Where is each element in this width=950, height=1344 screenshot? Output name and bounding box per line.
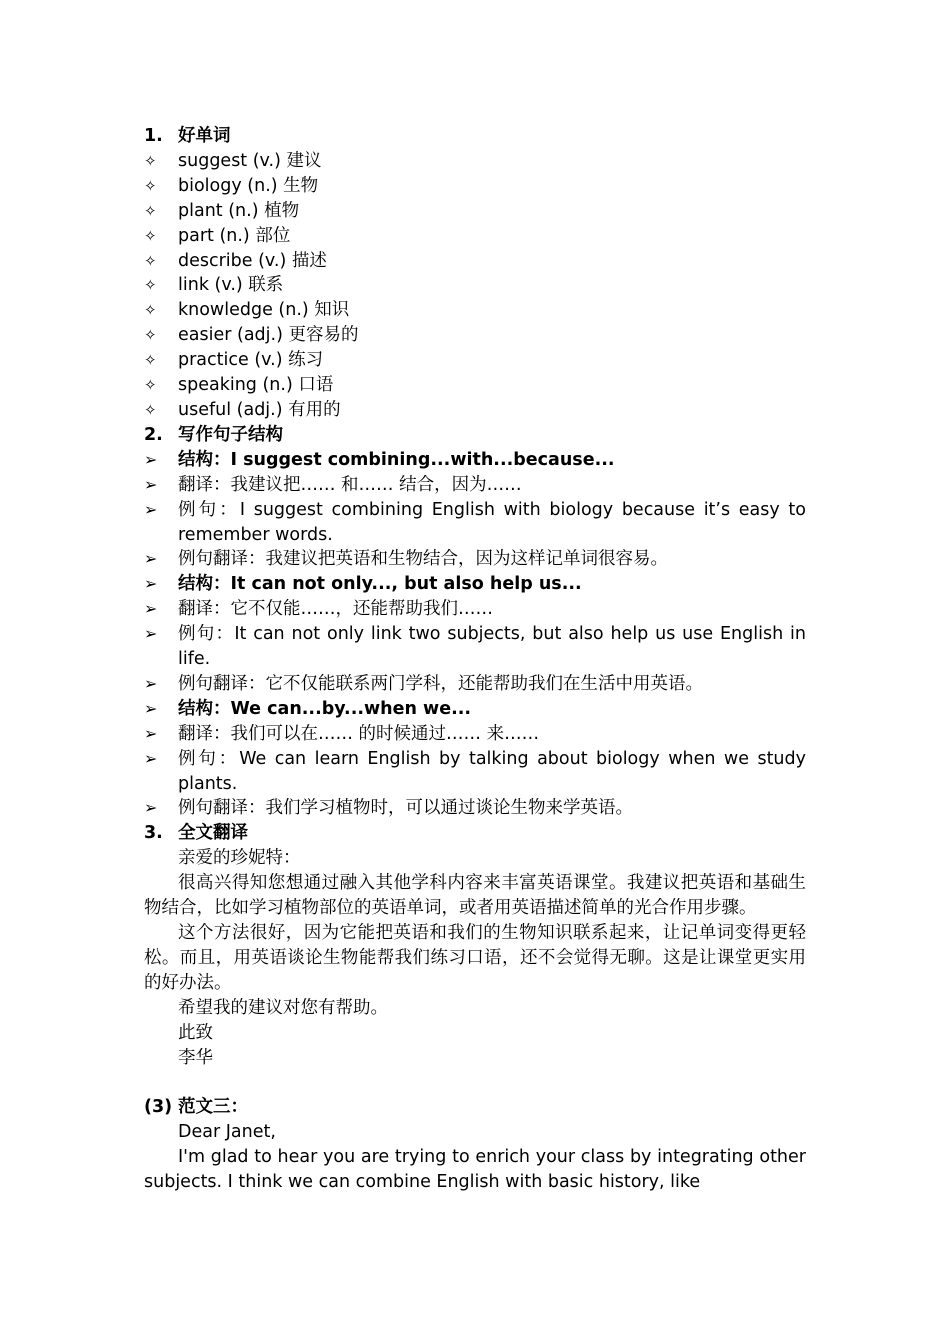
arrow-bullet-icon: ➢ [144, 574, 158, 594]
example-text: 例句：I suggest combining English with biology because it’s easy to remember words. [178, 499, 806, 545]
arrow-bullet-icon: ➢ [144, 599, 158, 619]
star-bullet-icon: ✧ [144, 400, 157, 419]
star-bullet-icon: ✧ [144, 151, 157, 170]
translation-line [144, 722, 806, 747]
translation-line [144, 473, 806, 498]
word-entry: part (n.) 部位 [178, 225, 291, 246]
arrow-bullet-icon: ➢ [144, 624, 158, 644]
word-entry: biology (n.) 生物 [178, 175, 319, 196]
arrow-bullet-icon: ➢ [144, 673, 158, 693]
word-entry: easier (adj.) 更容易的 [178, 325, 359, 346]
star-bullet-icon: ✧ [144, 176, 157, 195]
arrow-bullet-icon: ➢ [144, 698, 158, 718]
section-3-number: 3. [144, 823, 163, 844]
document-content [144, 124, 806, 1195]
structure-group [144, 697, 806, 822]
example-translation-text: 例句翻译：它不仅能联系两门学科，还能帮助我们在生活中用英语。 [178, 673, 703, 694]
example-translation-line [144, 796, 806, 821]
arrow-bullet-icon: ➢ [144, 449, 158, 469]
star-bullet-icon: ✧ [144, 201, 157, 220]
structure-text: 结构：We can...by...when we... [178, 698, 472, 719]
section-3-heading [144, 821, 806, 846]
structure-group [144, 448, 806, 573]
word-entry: knowledge (n.) 知识 [178, 300, 350, 321]
example-text: 例句：It can not only link two subjects, but also help us use English in life. [178, 624, 806, 670]
word-item [144, 373, 806, 398]
letter-paragraph-cn: 这个方法很好，因为它能把英语和我们的生物知识联系起来，让记单词变得更轻松。而且，用英语谈论生物能帮我们练习口语，还不会觉得无聊。这是让课堂更实用的好办法。 [144, 923, 806, 993]
section-1-title: 好单词 [178, 126, 231, 146]
word-entry: plant (n.) 植物 [178, 200, 300, 221]
word-entry: useful (adj.) 有用的 [178, 399, 341, 420]
example-line [144, 747, 806, 797]
structure-group [144, 572, 806, 697]
word-item [144, 199, 806, 224]
translation-text: 翻译：我们可以在…… 的时候通过…… 来…… [178, 723, 540, 744]
letter-salutation-cn: 亲爱的珍妮特： [178, 848, 301, 869]
word-item [144, 249, 806, 274]
section-3-title: 全文翻译 [178, 823, 248, 844]
star-bullet-icon: ✧ [144, 351, 157, 370]
example-text: 例句：We can learn English by talking about biology when we study plants. [178, 748, 806, 794]
example-line [144, 622, 806, 672]
example-translation-text: 例句翻译：我建议把英语和生物结合，因为这样记单词很容易。 [178, 549, 668, 570]
section-1-heading [144, 124, 806, 149]
word-item [144, 149, 806, 174]
example-translation-line [144, 547, 806, 572]
star-bullet-icon: ✧ [144, 251, 157, 270]
translation-line [144, 597, 806, 622]
sample-salutation: Dear Janet, [178, 1122, 276, 1143]
arrow-bullet-icon: ➢ [144, 474, 158, 494]
structure-line [144, 572, 806, 597]
word-entry: link (v.) 联系 [178, 275, 284, 296]
arrow-bullet-icon: ➢ [144, 723, 158, 743]
arrow-bullet-icon: ➢ [144, 499, 158, 519]
translation-text: 翻译：它不仅能……，还能帮助我们…… [178, 599, 493, 620]
word-entry: describe (v.) 描述 [178, 250, 327, 271]
word-item [144, 224, 806, 249]
word-list [144, 149, 806, 423]
word-item [144, 174, 806, 199]
structure-text: 结构：I suggest combining...with...because... [178, 449, 615, 470]
section-2-number: 2. [144, 424, 163, 445]
sample-number: (3) [144, 1097, 173, 1118]
translation-text: 翻译：我建议把…… 和…… 结合，因为…… [178, 474, 522, 495]
letter-paragraph-cn: 很高兴得知您想通过融入其他学科内容来丰富英语课堂。我建议把英语和基础生物结合，比如学习植物部位的英语单词，或者用英语描述简单的光合作用步骤。 [144, 873, 806, 919]
star-bullet-icon: ✧ [144, 301, 157, 320]
letter-paragraph-cn: 希望我的建议对您有帮助。 [178, 997, 388, 1018]
letter-closing-cn: 此致 [178, 1022, 213, 1043]
word-entry: practice (v.) 练习 [178, 350, 324, 371]
spacer [144, 1070, 806, 1095]
sample-paragraph: I'm glad to hear you are trying to enrich your class by integrating other subjects. I think we can combine English with basic history, like [144, 1147, 806, 1193]
arrow-bullet-icon: ➢ [144, 549, 158, 569]
example-line [144, 498, 806, 548]
word-entry: speaking (n.) 口语 [178, 375, 334, 396]
section-2-title: 写作句子结构 [178, 424, 283, 445]
letter-signature-cn: 李华 [178, 1047, 213, 1068]
word-item [144, 323, 806, 348]
star-bullet-icon: ✧ [144, 326, 157, 345]
structure-text: 结构：It can not only..., but also help us... [178, 574, 582, 595]
structure-line [144, 448, 806, 473]
example-translation-text: 例句翻译：我们学习植物时，可以通过谈论生物来学英语。 [178, 798, 633, 819]
section-1-number: 1. [144, 126, 163, 146]
section-2-heading [144, 423, 806, 448]
word-item [144, 348, 806, 373]
structure-line [144, 697, 806, 722]
arrow-bullet-icon: ➢ [144, 748, 158, 768]
word-item [144, 398, 806, 423]
arrow-bullet-icon: ➢ [144, 798, 158, 818]
star-bullet-icon: ✧ [144, 226, 157, 245]
word-item [144, 298, 806, 323]
sample-title: 范文三： [178, 1097, 248, 1118]
sample-heading [144, 1095, 806, 1120]
star-bullet-icon: ✧ [144, 376, 157, 395]
example-translation-line [144, 672, 806, 697]
word-item [144, 273, 806, 298]
word-entry: suggest (v.) 建议 [178, 150, 322, 171]
star-bullet-icon: ✧ [144, 276, 157, 295]
